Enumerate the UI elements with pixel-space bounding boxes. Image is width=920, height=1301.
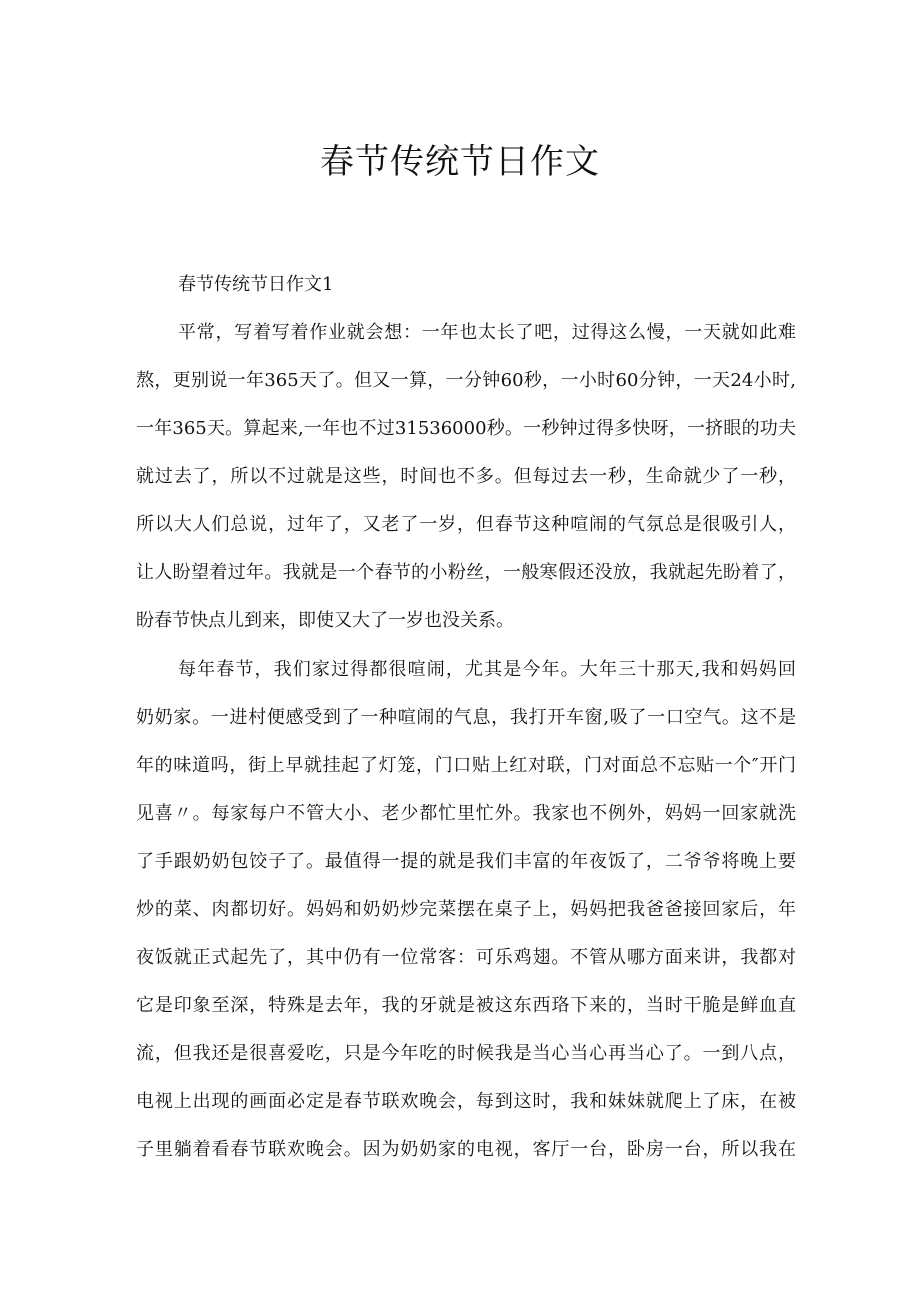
paragraph-line: 让人盼望着过年。我就是一个春节的小粉丝，一般寒假还没放，我就起先盼着了， [136,562,796,583]
paragraph-line: 一年365天。算起来,一年也不过31536000秒。一秒钟过得多快呀，一挤眼的功夫 [136,418,796,439]
paragraph-line: 见喜〃。每家每户不管大小、老少都忙里忙外。我家也不例外，妈妈一回家就洗 [136,803,796,824]
paragraph-line: 年的味道吗，街上早就挂起了灯笼，门口贴上红对联，门对面总不忘贴一个″开门 [136,755,796,776]
paragraph-line: 了手跟奶奶包饺子了。最值得一提的就是我们丰富的年夜饭了，二爷爷将晚上要 [136,851,796,872]
paragraph-line: 奶奶家。一进村便感受到了一种喧闹的气息，我打开车窗,吸了一口空气。这不是 [136,707,796,728]
paragraph-line: 盼春节快点儿到来，即使又大了一岁也没关系。 [136,610,514,631]
paragraph-line: 电视上出现的画面必定是春节联欢晚会，每到这时，我和妹妹就爬上了床，在被 [136,1091,796,1112]
paragraph-line: 夜饭就正式起先了，其中仍有一位常客：可乐鸡翅。不管从哪方面来讲，我都对 [136,947,796,968]
paragraph-line: 所以大人们总说，过年了，又老了一岁，但春节这种喧闹的气氛总是很吸引人， [136,514,796,535]
paragraph-line: 炒的菜、肉都切好。妈妈和奶奶炒完菜摆在桌子上，妈妈把我爸爸接回家后，年 [136,899,796,920]
paragraph-line: 就过去了，所以不过就是这些，时间也不多。但每过去一秒，生命就少了一秒， [136,466,796,487]
paragraph-line: 流，但我还是很喜爱吃，只是今年吃的时候我是当心当心再当心了。一到八点， [136,1043,796,1064]
paragraph-line: 子里躺着看春节联欢晚会。因为奶奶家的电视，客厅一台，卧房一台，所以我在 [136,1139,796,1160]
paragraph-line: 熬，更别说一年365天了。但又一算，一分钟60秒，一小时60分钟，一天24小时, [136,370,796,391]
paragraph-line: 平常，写着写着作业就会想：一年也太长了吧，过得这么慢，一天就如此难 [178,322,796,343]
paragraph-line: 它是印象至深，特殊是去年，我的牙就是被这东西珞下来的，当时干脆是鲜血直 [136,995,796,1016]
paragraph-line: 每年春节，我们家过得都很喧闹，尤其是今年。大年三十那天,我和妈妈回 [178,659,796,680]
section-heading: 春节传统节日作文1 [178,274,334,295]
document-title: 春节传统节日作文 [320,142,600,182]
